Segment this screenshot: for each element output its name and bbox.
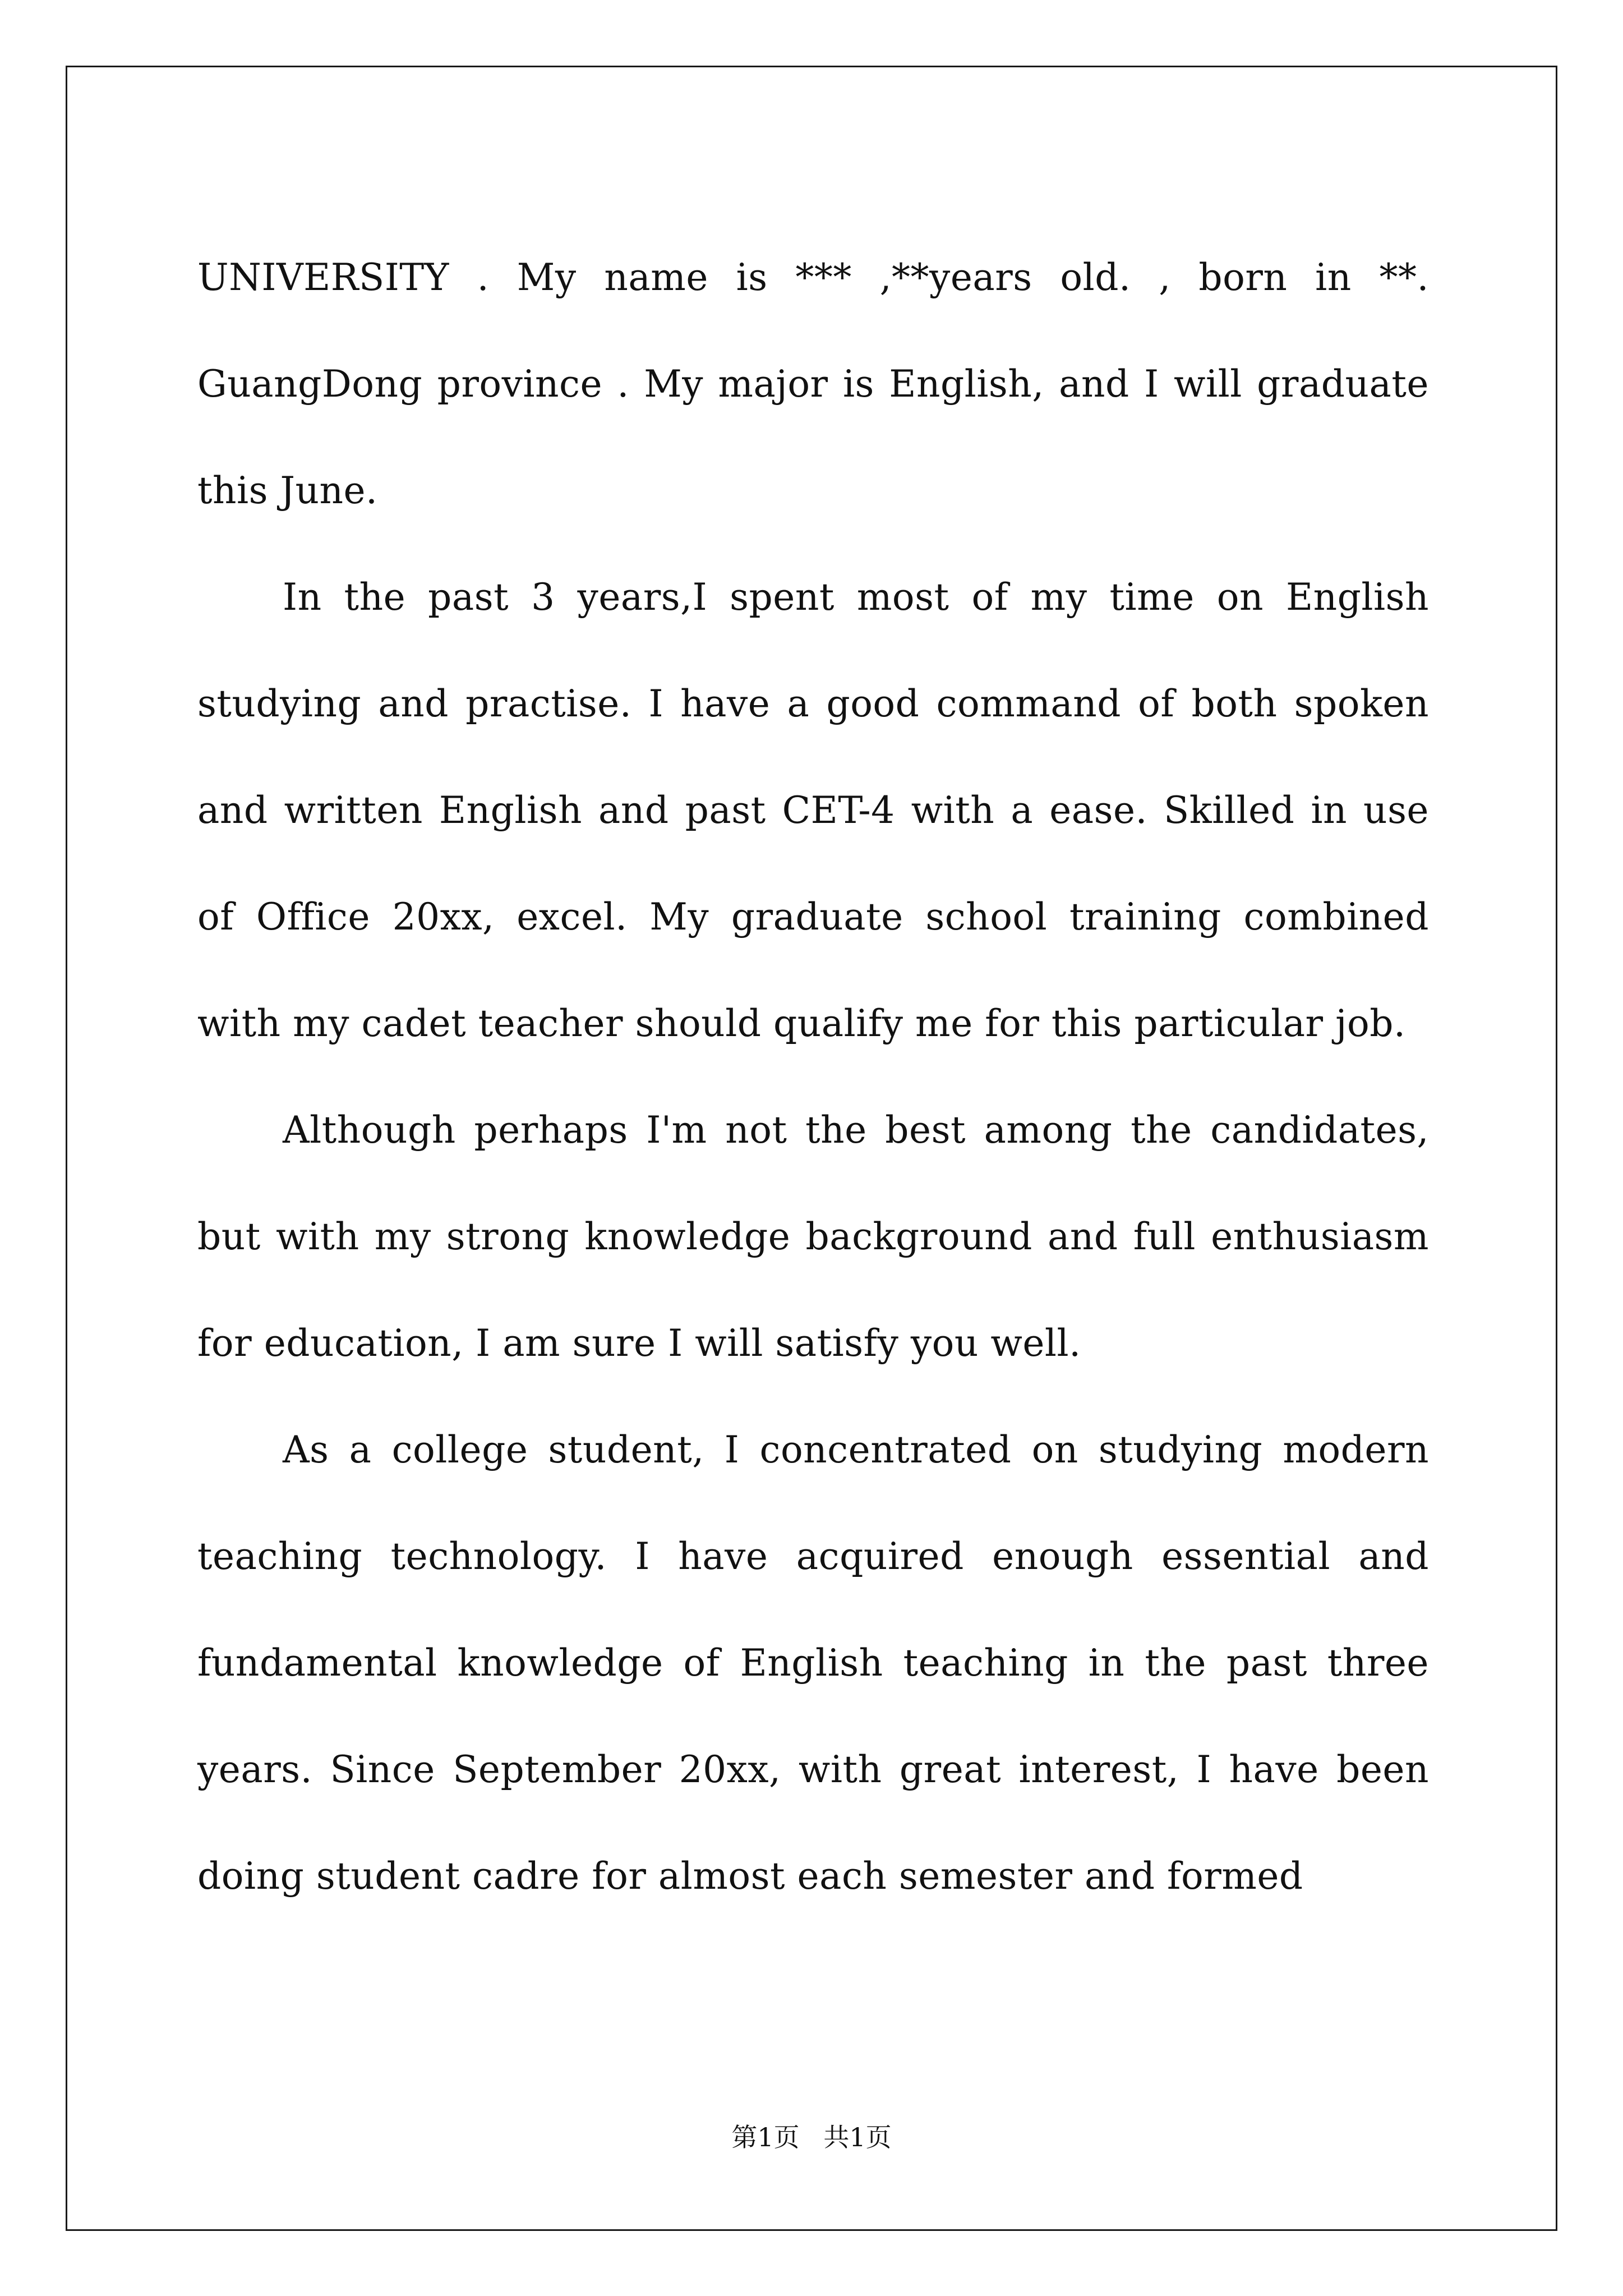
paragraph-candidacy: Although perhaps I'm not the best among the candidates, but with my strong knowledge background and full enthusiasm for education, I am sure I will satisfy you well. (197, 1108, 1429, 1365)
paragraph-intro: UNIVERSITY . My name is *** ,**years old. , born in **. GuangDong province . My major is English, and I will graduate this June. (197, 256, 1429, 512)
page-number-current: 第1页 (731, 2122, 800, 2152)
paragraph-studies: In the past 3 years,I spent most of my time on English studying and practise. I have a good command of both spoken and written English and past CET-4 with a ease. Skilled in use of Office 20xx, excel. My graduate school training combined with my cadet teacher should qualify me for this particular job. (197, 576, 1429, 1045)
page-number-total: 共1页 (823, 2122, 892, 2152)
document-body (197, 224, 1429, 1930)
page-footer (0, 2120, 1623, 2154)
paragraph-college-experience: As a college student, I concentrated on studying modern teaching technology. I have acquired enough essential and fundamental knowledge of English teaching in the past three years. Since September 20xx, with great interest, I have been doing student cadre for almost each semester and formed (197, 1428, 1429, 1898)
